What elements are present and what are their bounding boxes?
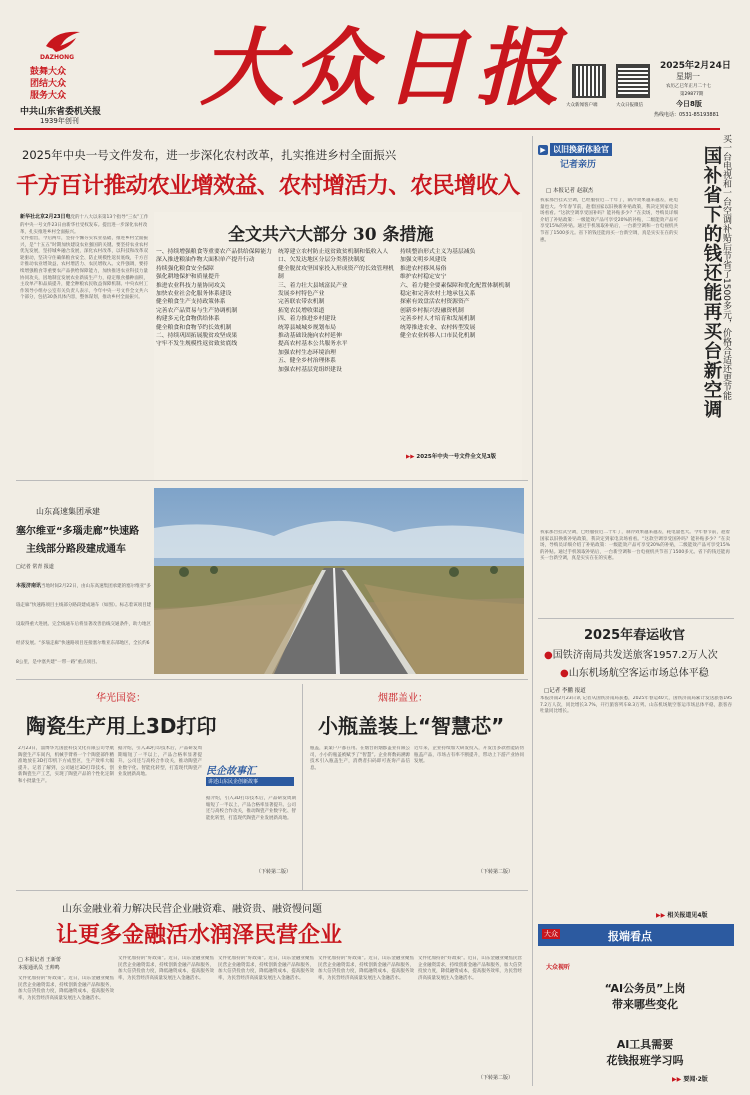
interview-col-2: 我家那台挂式空调，已经服役近二十年了，制冷效果越来越差，耗电量也大。今年春节前，趁着国家以旧换新补贴政策，我决定到家电卖场看看。“这款空调享受国补吗？能补贴多少？”在卖场，导购员详细介绍了补贴政策：一级能效产品可享受20%的补贴，二级能效产品可享受15%的补贴。通过手机领取补贴后，一台新空调和一台电视机共节省了1500多元。省下的钱还能再买一台新空调，真是实实在在的实惠。 (540, 530, 730, 562)
preview-app: 大众视听 (546, 964, 571, 971)
arrow-icon: ▶▶ (656, 912, 666, 919)
slogan-2: 团结大众 (30, 79, 67, 89)
photo-story-byline: □记者 常青 报道 (16, 564, 54, 570)
feature-right-headline: 小瓶盖装上“智慧芯” (318, 714, 505, 738)
bullet-icon: ● (560, 668, 569, 679)
feature-right-kicker: 烟郡盖业： (378, 693, 428, 704)
bottom-story-kicker: 山东金融业着力解决民营企业融资难、融资贵、融资慢问题 (62, 904, 322, 915)
bottom-story-continue: （下转第二版） (478, 1075, 514, 1081)
preview-title: 报端看点 (608, 930, 652, 943)
feature-left-kicker: 华光国瓷： (96, 693, 146, 704)
issue-weekday: 星期一 (676, 72, 700, 81)
arrow-icon: ▶▶ (672, 1076, 682, 1083)
highway-photo (154, 488, 524, 674)
measures-box (154, 212, 522, 480)
paper-title: 大众日报 (200, 18, 569, 117)
qr-code-left (574, 66, 604, 96)
qr-left-caption: 大众新闻客户端 (566, 103, 598, 108)
preview-logo: 大众 (544, 930, 558, 938)
interview-tag-sub: 记者亲历 (560, 160, 597, 170)
spring-line-1-label: 国铁济南局共发送旅客1957.2万人次 (552, 650, 718, 661)
private-story-badge (206, 762, 294, 788)
bottom-story-col-1: 文件化加持的“好政策”。近日，山东金融业聚焦民营企业融资需求，持续创新金融产品和服务，加大信贷投放力度，降低融资成本，提高服务效率，为民营经济高质量发展注入金融活水。 (18, 976, 114, 1001)
spring-link-label: 相关报道见4版 (667, 912, 708, 919)
photo-story-headline-1: 塞尔维亚“多瑙走廊”快速路 (16, 526, 140, 537)
highway-photo-image (154, 488, 524, 674)
spring-line-2-label: 山东机场航空客运市场总体平稳 (568, 668, 709, 679)
feature-left-continue: （下转第二版） (256, 869, 292, 875)
feature-left-body-2: 据介绍，引入3D打印技术后，产品研发周期缩短了一半以上，产品合格率显著提升。公司还与高校合作攻关，推动陶瓷产业数字化、智能化转型，打造现代陶瓷产业发展新高地。 (118, 746, 202, 778)
measures-col-2: 统筹建立农村防止返贫致贫机制和低收入人口、欠发达地区分层分类帮扶制度 健全脱贫攻坚国家投入形成资产的长效管理机制 三、着力壮大县域富民产业 发展乡村特色产业 完善联农带农机制 拓宽农民增收渠道 四、着力推进乡村建设 统筹县城城乡规划布局 推动基础设施向农村延伸 提高农村基本公共服务水平 加强农村生态环境治理 五、健全乡村治理体系 加强农村基层党组织建设 (278, 249, 394, 373)
measures-box-footer-label: 2025年中央一号文件全文见3版 (416, 454, 497, 460)
photo-story-caption-label: 本报济南讯 (16, 583, 42, 589)
measures-box-footer[interactable] (406, 452, 496, 460)
publisher: 中共山东省委机关报 (20, 107, 102, 117)
arrow-icon: ▶▶ (406, 454, 415, 460)
issue-date: 2025年2月24日 (660, 61, 731, 71)
feature-left-body-3: 据介绍，引入3D打印技术后，产品研发周期缩短了一半以上，产品合格率显著提升。公司还与高校合作攻关，推动陶瓷产业数字化、智能化转型，打造现代陶瓷产业发展新高地。 (206, 796, 296, 821)
feature-left-body: 2月23日，淄博华光国瓷科技文化有限公司导航陶瓷生产车间内，机械手臂将一个个陶瓷部件精准地放在3D打印机下方成型区，生产效率大幅提升。记者了解到，公司通过3D打印技术，创新陶瓷生产工艺，实现了陶瓷产品的个性化定制和小批量生产。 (18, 746, 114, 784)
lead-dateline (20, 214, 150, 237)
logo-text: DAZHONG (40, 54, 75, 61)
preview-header (538, 924, 734, 946)
slogan-1: 鼓舞大众 (30, 67, 67, 77)
spring-link[interactable] (656, 910, 708, 919)
bottom-story-col-3: 文件化加持的“好政策”。近日，山东金融业聚焦民营企业融资需求，持续创新金融产品和服务，加大信贷投放力度，降低融资成本，提高服务效率，为民营经济高质量发展注入金融活水。 (218, 956, 314, 981)
interview-headline: 国补省下的钱还能再买台新空调 (701, 146, 722, 419)
slogan-3: 服务大众 (30, 91, 67, 101)
interview-tag-badge (538, 143, 662, 156)
hotline: 热线电话：0531-85193881 (654, 112, 719, 118)
founded: 1939年创刊 (40, 117, 79, 125)
preview-item-2-line-1: AI工具需要 (616, 1038, 674, 1051)
spring-line-1 (544, 646, 718, 661)
measures-col-1: 一、持续增强粮食等重要农产品供给保障能力 深入推进粮油作物大面积单产提升行动 持续强化粮食安全保障 强化耕地保护和质量提升 推进农业科技力量协同攻关 加快农业社会化服务体系建设 健全粮食生产支持政策体系 完善农产品贸易与生产协调机制 构建多元化食物供给体系 健全粮食和食物节约长效机制 二、持续巩固拓展脱贫攻坚成果 守牢不发生规模性返贫致贫底线 (156, 249, 272, 348)
preview-item-1-line-2: 带来哪些变化 (612, 998, 678, 1011)
bullet-icon: ● (544, 650, 553, 661)
play-icon: ▶ (538, 145, 548, 155)
feature-right-body: 瓶盖，案案户户都在用。在烟台的烟郡盖业有限公司，小小的瓶盖被赋予了“智慧”。企业将数码溯源技术引入瓶盖生产，消费者扫码即可查询产品信息。 (310, 746, 410, 771)
spring-byline: □记者 李鹏 报道 (544, 688, 586, 694)
dateline-body: 党的十八大以来第13个指导“三农”工作的中央一号文件23日由新华社受权发布。提出进一步深化农村改革，扎实推进乡村全面振兴。 (20, 215, 149, 236)
interview-tag (538, 143, 662, 171)
photo-story-body (16, 572, 152, 672)
feature-left-headline: 陶瓷生产用上3D打印 (26, 714, 217, 738)
bottom-story-byline: □ 本报记者 王新蕾 本报通讯员 王帅鸣 (18, 957, 61, 971)
measures-box-title: 全文共六大部分 30 条措施 (228, 225, 434, 245)
photo-story-text: 当地时间2月22日，由山东高速集团承建的塞尔维亚“多瑙走廊”快速路项目主线部分路段建成通车（如图）。标志着该项目建设取得重大进展。完全线通车后将显著改善沿线交通条件，助力地区经济发展。“多瑙走廊”快速路项目连接塞尔维亚东部地区，全长约68公里，是中塞共建“一带一路”重点项目。 (16, 584, 152, 665)
issue-number: 第29877期 (680, 92, 704, 97)
spring-body: 本报济南2月23日讯 记者从国铁济南局获悉，2025年春运40天，国铁济南局累计发送旅客1957.2万人次，同比增长3.7%，开行旅客列车8.3万列。山东机场航空客运市场总体平稳，旅客吞吐量同比增长。 (540, 696, 732, 715)
interview-deck: 买一台电视和一台空调补贴后节省了1500多元，价格合适还更节能 (721, 134, 731, 400)
bottom-story-col-5: 文件化加持的“好政策”。近日，山东金融业聚焦民营企业融资需求，持续创新金融产品和服务，加大信贷投放力度，降低融资成本，提高服务效率，为民营经济高质量发展注入金融活水。 (418, 956, 522, 981)
qr-code-right (618, 66, 648, 96)
preview-item-1-line-1: “AI公务员”上岗 (604, 982, 686, 995)
paper-logo (42, 26, 84, 56)
preview-item-1[interactable] (570, 980, 720, 1012)
interview-tag-label: 以旧换新体验官 (550, 143, 612, 156)
qr-right-caption: 大众日报微信 (616, 103, 643, 108)
lead-kicker: 2025年中央一号文件发布，进一步深化农村改革，扎实推进乡村全面振兴 (22, 148, 397, 162)
page-count: 今日8版 (676, 100, 702, 108)
badge-subtitle: 讲述山东民企创新故事 (206, 777, 294, 786)
measures-col-3: 持续整治形式主义为基层减负 加强文明乡风建设 推进农村移风易俗 维护农村稳定安宁 六、着力健全要素保障和优化配置体制机制 稳定和完善农村土地承包关系 探索有效盘活农村资源资产 创新乡村振兴投融资机制 完善乡村人才培育和发展机制 统筹推进农业、农村转型发展 健全农业转移人口市民化机制 (400, 249, 511, 340)
preview-item-2[interactable] (570, 1036, 720, 1068)
photo-story-org: 山东高速集团承建 (36, 507, 100, 516)
dateline-label: 新华社北京2月23日电 (20, 214, 71, 220)
bottom-story-headline: 让更多金融活水润泽民营企业 (56, 923, 343, 948)
preview-item-2-line-2: 花钱报班学习吗 (606, 1054, 684, 1067)
photo-story-headline-2: 主线部分路段建成通车 (26, 544, 126, 555)
interview-byline: □ 本报记者 赵淑杰 (546, 188, 594, 194)
issue-lunar: 农历乙巳年正月二十七 (666, 84, 711, 89)
bottom-story-col-4: 文件化加持的“好政策”。近日，山东金融业聚焦民营企业融资需求，持续创新金融产品和服务，加大信贷投放力度，降低融资成本，提高服务效率，为民营经济高质量发展注入金融活水。 (318, 956, 414, 981)
bird-logo-icon (42, 26, 84, 56)
feature-right-continue: （下转第二版） (478, 869, 514, 875)
interview-col-1: 我家那台挂式空调，已经服役近二十年了，制冷效果越来越差，耗电量也大。今年春节前，趁着国家以旧换新补贴政策，我决定到家电卖场看看。“这款空调享受国补吗？能补贴多少？”在卖场，导购员详细介绍了补贴政策：一级能效产品可享受20%的补贴，二级能效产品可享受15%的补贴。通过手机领取补贴后，一台新空调和一台电视机共节省了1500多元。省下的钱还能再买一台新空调，真是实实在在的实惠。 (540, 198, 678, 243)
preview-ref[interactable] (672, 1074, 708, 1083)
lead-headline: 千方百计推动农业增效益、农村增活力、农民增收入 (16, 173, 520, 199)
badge-title: 民企故事汇 (206, 766, 256, 777)
feature-right-body-2: 近年来，企业持续加大研发投入，开发出多款智能防伪瓶盖产品，市场占有率不断提升，带动上下游产业协同发展。 (414, 746, 524, 765)
bottom-story-col-2: 文件化加持的“好政策”。近日，山东金融业聚焦民营企业融资需求，持续创新金融产品和服务，加大信贷投放力度，降低融资成本，提高服务效率，为民营经济高质量发展注入金融活水。 (118, 956, 214, 981)
spring-line-2 (560, 664, 709, 679)
spring-title: 2025年春运收官 (584, 628, 686, 643)
preview-ref-label: 要闻·2版 (683, 1076, 708, 1083)
lead-body: 文件指出，今后两年，坚持不懈夯实农业基础，推进乡村全面振兴，是“十五五”时期加快建设农业强国的关键。要坚持农业农村优先发展，坚持城乡融合发展，深化农村改革，以科技和改革双轮驱动，坚决守住确保粮食安全、防止规模性返贫底线，千方百计推动农业增效益、农村增活力、农民增收入。文件强调，要持续增强粮食等重要农产品供给保障能力，加快推进农业科技力量协同攻关，因地制宜发展农业新质生产力，稳定粮食播种面积，主攻单产和品质提升，健全种粮农民收益保障机制。中央农村工作领导小组办公室有关负责人表示，今年中央一号文件全文共六个部分，包括30条具体内容，整体谋划，推动乡村全面振兴。 (20, 236, 148, 301)
